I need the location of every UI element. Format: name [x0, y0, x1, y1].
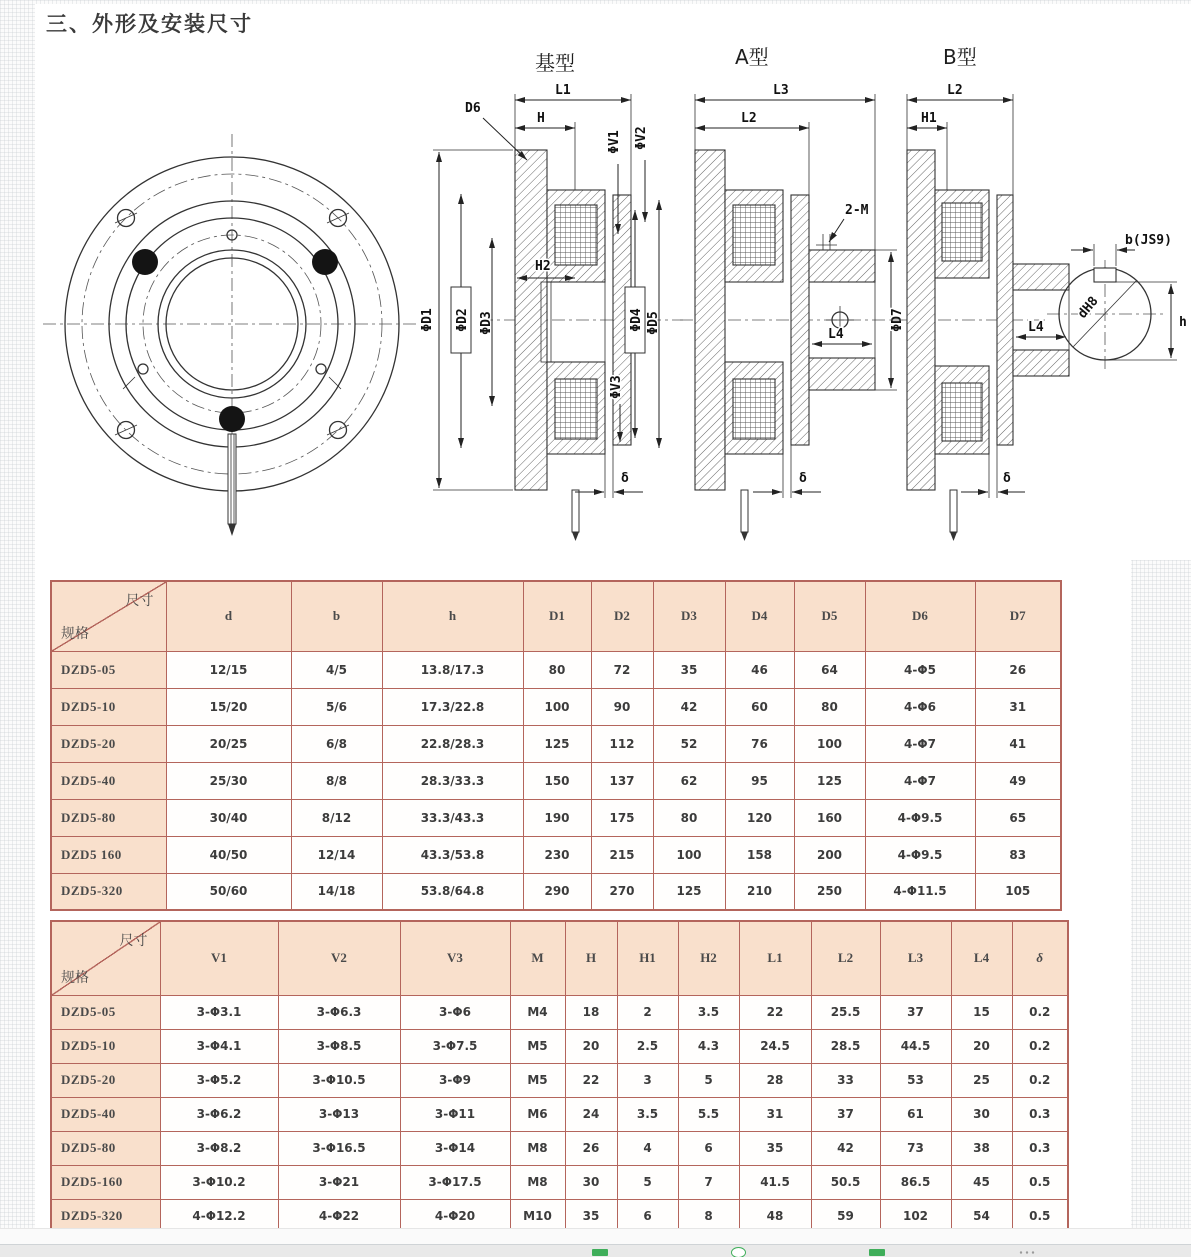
- value-cell: 4-Φ5: [865, 651, 975, 688]
- dim-b-JS9: b(JS9): [1125, 233, 1172, 248]
- row-label: DZD5-80: [51, 1131, 160, 1165]
- value-cell: 3.5: [617, 1097, 678, 1131]
- column-header: δ: [1012, 921, 1068, 995]
- value-cell: 14/18: [291, 873, 382, 910]
- value-cell: 250: [794, 873, 865, 910]
- value-cell: 3-Φ21: [278, 1165, 400, 1199]
- value-cell: 160: [794, 799, 865, 836]
- value-cell: 4-Φ20: [400, 1199, 510, 1233]
- value-cell: 24: [565, 1097, 617, 1131]
- front-view: [43, 134, 425, 536]
- value-cell: 59: [811, 1199, 880, 1233]
- dim-phiD7: ΦD7: [890, 308, 905, 332]
- value-cell: 100: [523, 688, 591, 725]
- page-title: 三、外形及安装尺寸: [46, 13, 253, 36]
- base-type-view: [420, 51, 683, 541]
- value-cell: 25.5: [811, 995, 880, 1029]
- value-cell: 46: [725, 651, 794, 688]
- value-cell: M5: [510, 1029, 565, 1063]
- column-header: D2: [591, 581, 653, 651]
- table-row: [51, 725, 1061, 762]
- column-header: H2: [678, 921, 739, 995]
- value-cell: 3-Φ8.2: [160, 1131, 278, 1165]
- value-cell: 3-Φ10.5: [278, 1063, 400, 1097]
- column-header: D7: [975, 581, 1061, 651]
- dim-h: h: [1179, 315, 1187, 330]
- column-header: V2: [278, 921, 400, 995]
- column-header: b: [291, 581, 382, 651]
- row-label: DZD5 160: [51, 836, 166, 873]
- corner-cell: [51, 581, 166, 651]
- value-cell: 4-Φ9.5: [865, 799, 975, 836]
- value-cell: 4-Φ7: [865, 762, 975, 799]
- value-cell: 43.3/53.8: [382, 836, 523, 873]
- row-label: DZD5-20: [51, 1063, 160, 1097]
- value-cell: 38: [951, 1131, 1012, 1165]
- column-header: D5: [794, 581, 865, 651]
- value-cell: M8: [510, 1131, 565, 1165]
- value-cell: 64: [794, 651, 865, 688]
- dim-L1: L1: [555, 83, 571, 98]
- value-cell: 0.5: [1012, 1199, 1068, 1233]
- value-cell: 37: [880, 995, 951, 1029]
- column-header: H: [565, 921, 617, 995]
- value-cell: 4/5: [291, 651, 382, 688]
- value-cell: 20: [951, 1029, 1012, 1063]
- value-cell: 25: [951, 1063, 1012, 1097]
- value-cell: 102: [880, 1199, 951, 1233]
- value-cell: 2.5: [617, 1029, 678, 1063]
- value-cell: 53: [880, 1063, 951, 1097]
- value-cell: 2: [617, 995, 678, 1029]
- value-cell: 150: [523, 762, 591, 799]
- value-cell: M6: [510, 1097, 565, 1131]
- table-row: [51, 995, 1068, 1029]
- view-label-a: A型: [735, 45, 769, 69]
- value-cell: 4-Φ22: [278, 1199, 400, 1233]
- value-cell: 33: [811, 1063, 880, 1097]
- table-row: [51, 1097, 1068, 1131]
- value-cell: 3-Φ5.2: [160, 1063, 278, 1097]
- column-header: V3: [400, 921, 510, 995]
- column-header: D6: [865, 581, 975, 651]
- value-cell: 42: [653, 688, 725, 725]
- value-cell: 22: [739, 995, 811, 1029]
- dim-L4-b: L4: [1028, 320, 1044, 335]
- value-cell: 73: [880, 1131, 951, 1165]
- value-cell: 7: [678, 1165, 739, 1199]
- value-cell: 3-Φ6: [400, 995, 510, 1029]
- value-cell: 31: [739, 1097, 811, 1131]
- toolbar-icon-fragment[interactable]: [731, 1247, 746, 1257]
- toolbar-dots-fragment[interactable]: [1018, 1251, 1036, 1254]
- dim-phiD5: ΦD5: [646, 311, 661, 335]
- dim-L2-a: L2: [741, 111, 757, 126]
- toolbar-icon-fragment[interactable]: [869, 1249, 885, 1256]
- value-cell: 0.2: [1012, 1029, 1068, 1063]
- dim-L3: L3: [773, 83, 789, 98]
- value-cell: 3-Φ14: [400, 1131, 510, 1165]
- row-label: DZD5-40: [51, 1097, 160, 1131]
- view-label-base: 基型: [535, 51, 575, 75]
- table-row: [51, 1131, 1068, 1165]
- value-cell: 42: [811, 1131, 880, 1165]
- column-header: D3: [653, 581, 725, 651]
- a-type-view: [680, 45, 907, 541]
- row-label: DZD5-05: [51, 995, 160, 1029]
- value-cell: 4: [617, 1131, 678, 1165]
- value-cell: 3-Φ3.1: [160, 995, 278, 1029]
- value-cell: 3.5: [678, 995, 739, 1029]
- b-type-view: [890, 45, 1069, 541]
- column-header: L2: [811, 921, 880, 995]
- value-cell: 28.3/33.3: [382, 762, 523, 799]
- value-cell: 3-Φ7.5: [400, 1029, 510, 1063]
- corner-label-size: 尺寸: [125, 592, 154, 608]
- dim-delta-a: δ: [799, 471, 807, 486]
- value-cell: 49: [975, 762, 1061, 799]
- value-cell: 210: [725, 873, 794, 910]
- value-cell: 4-Φ7: [865, 725, 975, 762]
- value-cell: 45: [951, 1165, 1012, 1199]
- value-cell: 44.5: [880, 1029, 951, 1063]
- dim-H: H: [537, 111, 545, 126]
- value-cell: 120: [725, 799, 794, 836]
- value-cell: 137: [591, 762, 653, 799]
- value-cell: 17.3/22.8: [382, 688, 523, 725]
- value-cell: 3-Φ17.5: [400, 1165, 510, 1199]
- column-header: H1: [617, 921, 678, 995]
- value-cell: 65: [975, 799, 1061, 836]
- column-header: L3: [880, 921, 951, 995]
- row-label: DZD5-20: [51, 725, 166, 762]
- value-cell: 30: [951, 1097, 1012, 1131]
- value-cell: 62: [653, 762, 725, 799]
- value-cell: 40/50: [166, 836, 291, 873]
- value-cell: 270: [591, 873, 653, 910]
- value-cell: 28: [739, 1063, 811, 1097]
- value-cell: 5: [678, 1063, 739, 1097]
- value-cell: 4-Φ12.2: [160, 1199, 278, 1233]
- table-row: [51, 762, 1061, 799]
- dim-phiV3: ΦV3: [609, 375, 624, 399]
- corner-label-size: 尺寸: [119, 932, 148, 948]
- row-label: DZD5-160: [51, 1165, 160, 1199]
- dimensions-table-2: [50, 920, 1069, 1234]
- value-cell: 6: [617, 1199, 678, 1233]
- value-cell: 24.5: [739, 1029, 811, 1063]
- dim-phiV1: ΦV1: [607, 130, 622, 154]
- value-cell: 5: [617, 1165, 678, 1199]
- value-cell: 190: [523, 799, 591, 836]
- table-row: [51, 873, 1061, 910]
- value-cell: M5: [510, 1063, 565, 1097]
- value-cell: 22: [565, 1063, 617, 1097]
- column-header: L4: [951, 921, 1012, 995]
- dim-dH8: dH8: [1075, 293, 1102, 322]
- value-cell: 8/12: [291, 799, 382, 836]
- row-label: DZD5-10: [51, 1029, 160, 1063]
- value-cell: 4-Φ11.5: [865, 873, 975, 910]
- value-cell: 3: [617, 1063, 678, 1097]
- dim-phiD3: ΦD3: [479, 311, 494, 335]
- value-cell: 290: [523, 873, 591, 910]
- dim-phiD2: ΦD2: [455, 308, 470, 332]
- dim-H1: H1: [921, 111, 937, 126]
- value-cell: 6/8: [291, 725, 382, 762]
- value-cell: M8: [510, 1165, 565, 1199]
- dim-H2: H2: [535, 259, 551, 274]
- dim-phiD1: ΦD1: [420, 308, 435, 332]
- column-header: V1: [160, 921, 278, 995]
- value-cell: 26: [565, 1131, 617, 1165]
- dim-delta-base: δ: [621, 471, 629, 486]
- dimensions-table-1: [50, 580, 1062, 911]
- value-cell: 25/30: [166, 762, 291, 799]
- value-cell: 5/6: [291, 688, 382, 725]
- value-cell: 80: [653, 799, 725, 836]
- value-cell: 30/40: [166, 799, 291, 836]
- value-cell: 61: [880, 1097, 951, 1131]
- row-label: DZD5-10: [51, 688, 166, 725]
- value-cell: 125: [653, 873, 725, 910]
- value-cell: 41: [975, 725, 1061, 762]
- value-cell: 76: [725, 725, 794, 762]
- table-row: [51, 688, 1061, 725]
- value-cell: 6: [678, 1131, 739, 1165]
- value-cell: 3-Φ6.3: [278, 995, 400, 1029]
- value-cell: 3-Φ8.5: [278, 1029, 400, 1063]
- value-cell: 8: [678, 1199, 739, 1233]
- table-row: [51, 1029, 1068, 1063]
- value-cell: 3-Φ16.5: [278, 1131, 400, 1165]
- column-header: M: [510, 921, 565, 995]
- column-header: L1: [739, 921, 811, 995]
- value-cell: 48: [739, 1199, 811, 1233]
- value-cell: 31: [975, 688, 1061, 725]
- corner-label-spec: 规格: [61, 624, 89, 641]
- value-cell: 30: [565, 1165, 617, 1199]
- value-cell: 35: [565, 1199, 617, 1233]
- dim-L2-b: L2: [947, 83, 963, 98]
- dim-delta-b: δ: [1003, 471, 1011, 486]
- value-cell: 72: [591, 651, 653, 688]
- value-cell: 158: [725, 836, 794, 873]
- value-cell: 20/25: [166, 725, 291, 762]
- row-label: DZD5-320: [51, 873, 166, 910]
- column-header: h: [382, 581, 523, 651]
- value-cell: 5.5: [678, 1097, 739, 1131]
- dim-phiV2: ΦV2: [634, 126, 649, 150]
- value-cell: 0.2: [1012, 995, 1068, 1029]
- value-cell: 37: [811, 1097, 880, 1131]
- value-cell: 22.8/28.3: [382, 725, 523, 762]
- value-cell: 3-Φ9: [400, 1063, 510, 1097]
- value-cell: 105: [975, 873, 1061, 910]
- value-cell: 35: [653, 651, 725, 688]
- dim-2M: 2-M: [845, 203, 869, 218]
- toolbar-icon-fragment[interactable]: [592, 1249, 608, 1256]
- value-cell: 3-Φ10.2: [160, 1165, 278, 1199]
- value-cell: 3-Φ11: [400, 1097, 510, 1131]
- value-cell: 4-Φ9.5: [865, 836, 975, 873]
- value-cell: 35: [739, 1131, 811, 1165]
- value-cell: 54: [951, 1199, 1012, 1233]
- value-cell: 100: [653, 836, 725, 873]
- value-cell: 95: [725, 762, 794, 799]
- column-header: D4: [725, 581, 794, 651]
- value-cell: 125: [523, 725, 591, 762]
- corner-cell: [51, 921, 160, 995]
- value-cell: 53.8/64.8: [382, 873, 523, 910]
- value-cell: 0.5: [1012, 1165, 1068, 1199]
- value-cell: 100: [794, 725, 865, 762]
- value-cell: 52: [653, 725, 725, 762]
- value-cell: 3-Φ4.1: [160, 1029, 278, 1063]
- value-cell: 4.3: [678, 1029, 739, 1063]
- table-row: [51, 1165, 1068, 1199]
- value-cell: 3-Φ6.2: [160, 1097, 278, 1131]
- value-cell: 8/8: [291, 762, 382, 799]
- value-cell: 0.3: [1012, 1131, 1068, 1165]
- value-cell: 33.3/43.3: [382, 799, 523, 836]
- value-cell: M4: [510, 995, 565, 1029]
- value-cell: 26: [975, 651, 1061, 688]
- value-cell: M10: [510, 1199, 565, 1233]
- table-row: [51, 799, 1061, 836]
- dim-D6: D6: [465, 101, 481, 116]
- row-label: DZD5-320: [51, 1199, 160, 1233]
- technical-drawing: [35, 42, 1191, 547]
- table-row: [51, 651, 1061, 688]
- row-label: DZD5-40: [51, 762, 166, 799]
- value-cell: 80: [794, 688, 865, 725]
- value-cell: 50/60: [166, 873, 291, 910]
- table-row: [51, 1063, 1068, 1097]
- table-row: [51, 836, 1061, 873]
- value-cell: 15: [951, 995, 1012, 1029]
- value-cell: 41.5: [739, 1165, 811, 1199]
- row-label: DZD5-80: [51, 799, 166, 836]
- value-cell: 15/20: [166, 688, 291, 725]
- value-cell: 200: [794, 836, 865, 873]
- value-cell: 215: [591, 836, 653, 873]
- value-cell: 80: [523, 651, 591, 688]
- value-cell: 20: [565, 1029, 617, 1063]
- corner-label-spec: 规格: [61, 968, 89, 985]
- column-header: d: [166, 581, 291, 651]
- value-cell: 12/15: [166, 651, 291, 688]
- dim-L4-a: L4: [828, 327, 844, 342]
- value-cell: 83: [975, 836, 1061, 873]
- column-header: D1: [523, 581, 591, 651]
- value-cell: 90: [591, 688, 653, 725]
- value-cell: 50.5: [811, 1165, 880, 1199]
- value-cell: 230: [523, 836, 591, 873]
- value-cell: 13.8/17.3: [382, 651, 523, 688]
- value-cell: 4-Φ6: [865, 688, 975, 725]
- page-bottom-margin: [0, 1228, 1191, 1245]
- value-cell: 0.2: [1012, 1063, 1068, 1097]
- dim-phiD4: ΦD4: [629, 308, 644, 332]
- value-cell: 175: [591, 799, 653, 836]
- value-cell: 3-Φ13: [278, 1097, 400, 1131]
- value-cell: 18: [565, 995, 617, 1029]
- value-cell: 125: [794, 762, 865, 799]
- value-cell: 28.5: [811, 1029, 880, 1063]
- value-cell: 112: [591, 725, 653, 762]
- row-label: DZD5-05: [51, 651, 166, 688]
- value-cell: 12/14: [291, 836, 382, 873]
- value-cell: 60: [725, 688, 794, 725]
- value-cell: 86.5: [880, 1165, 951, 1199]
- value-cell: 0.3: [1012, 1097, 1068, 1131]
- view-label-b: B型: [943, 45, 977, 69]
